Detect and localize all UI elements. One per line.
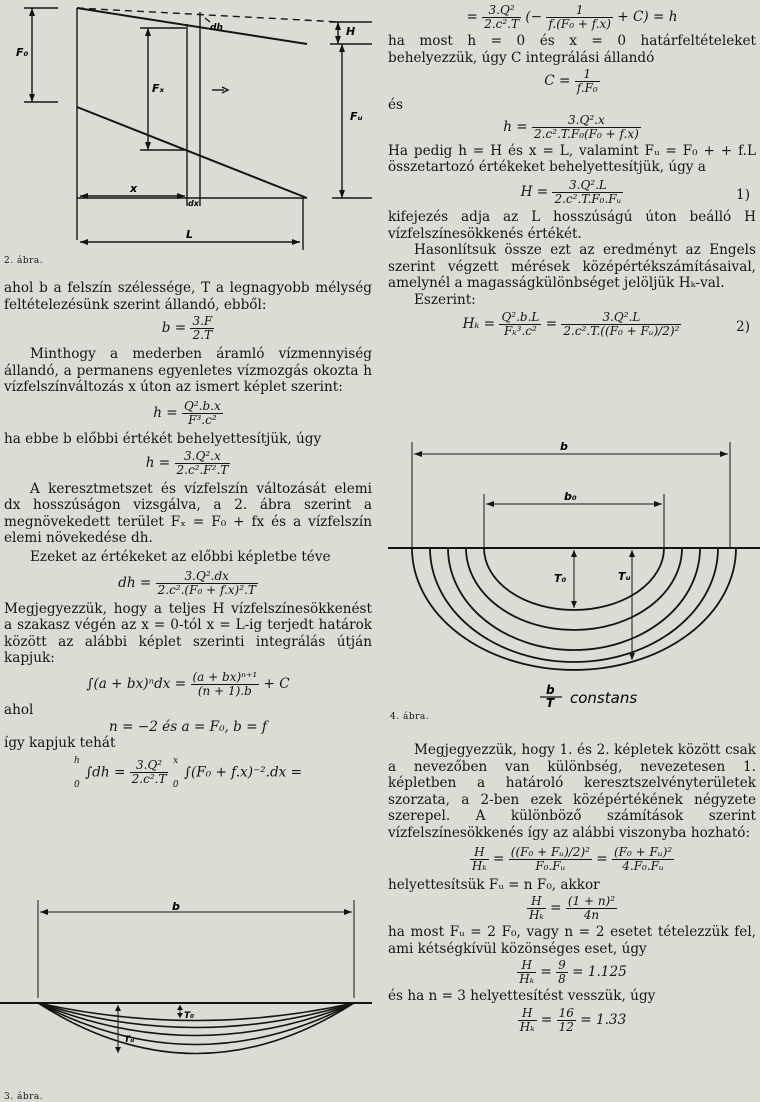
paragraph: ha most Fᵤ = 2 F₀, vagy n = 2 esetet tételezzük fel, ami kétségkívül közönséges eset, úgy: [388, 924, 756, 957]
left-column-text: [4, 280, 372, 794]
equation-substitution: n = −2 és a = F₀, b = f: [109, 718, 267, 735]
paragraph: és: [388, 97, 404, 114]
fig2-label-h: H: [346, 25, 356, 38]
fig4-label-tu: Tᵤ: [618, 570, 631, 583]
fig4-label-b: b: [560, 440, 568, 453]
fig2-label-dx: dx: [188, 199, 199, 208]
fig3-label-t0: T₀: [184, 1011, 195, 1021]
right-column-text-upper: [388, 4, 756, 340]
fig3-label-tu: Tᵤ: [124, 1035, 135, 1045]
fig2-label-f0: F₀: [16, 46, 29, 59]
equation-n2: $\frac{H}{\text{Hₖ}}$ = $\frac{9}{8}$ = 1.125: [519, 958, 627, 987]
fig2-label-x: x: [130, 182, 138, 195]
paragraph: ahol: [4, 701, 34, 718]
fig4-constans-label: constans: [570, 689, 638, 707]
figure-2-caption: 2. ábra.: [4, 256, 44, 266]
paragraph: kifejezés adja az L hosszúságú úton beálló H vízfelszínesökkenés értékét.: [388, 208, 756, 242]
paragraph: Megjegyezzük, hogy 1. és 2. képletek között csak a nevezőben van különbség, nevezetesen 1. képletben a határoló keresztszelvényterületek szorzata, a 2-ben ezek középértékének négyzete szerepel. A különböző számítások szerint vízfelszínesökkenés így az alábbi viszonyba hozható:: [388, 742, 756, 841]
paragraph: ha most h = 0 és x = 0 határfeltételeket behelyezzük, úgy C integrálási állandó: [388, 33, 756, 66]
paragraph: Ha pedig h = H és x = L, valamint Fᵤ = F₀ + + f.L összetartozó értékeket behelyettesítjük, úgy a: [388, 142, 756, 176]
paragraph: Hasonlítsuk össze ezt az eredményt az Engels szerint végzett mérések középértékszámításaival, amelynél a magasságkülönbséget jelöljük Hₖ-val.: [388, 242, 756, 292]
paragraph: ahol b a felszín szélessége, T a legnagyobb mélység feltételezésünk szerint állandó, ebből:: [4, 280, 372, 313]
equation-number: 2): [736, 318, 750, 335]
paragraph: Ezeket az értékeket az előbbi képletbe téve: [30, 548, 331, 565]
fig3-label-b: b: [172, 900, 180, 913]
right-column-text-lower: [388, 742, 756, 1036]
paragraph: Eszerint:: [414, 291, 476, 308]
figure-3-diagram: [0, 890, 372, 1102]
equation-c: C = $\frac{1}{\text{f.F₀}}$: [544, 67, 598, 96]
fig4-ratio-numerator: b: [546, 683, 555, 697]
equation-dh: dh = $\frac{\text{3.Q².dx}}{\text{2.c².(F₀ + f.x)².T}}$: [118, 568, 256, 597]
figure-2-diagram: [0, 0, 372, 262]
figure-4-diagram: [388, 438, 760, 708]
fig4-ratio-denominator: T: [546, 696, 555, 708]
fig4-label-t0: T₀: [554, 572, 567, 585]
paragraph: és ha n = 3 helyettesítést vesszük, úgy: [388, 988, 656, 1005]
paragraph: így kapjuk tehát: [4, 735, 116, 752]
fig2-label-fu: Fᵤ: [350, 110, 363, 123]
figure-4-caption: 4. ábra.: [390, 712, 430, 722]
fig2-label-fx: Fₓ: [152, 82, 165, 95]
equation-b: b = $\frac{3.F}{2.T}$: [161, 314, 213, 343]
equation-integrated: = $\frac{\text{3.Q²}}{\text{2.c².T}}$ (− $\frac{1}{\text{f.(F₀ + f.x)}}$ + C) = h: [466, 3, 678, 31]
equation-integral-rule: ∫(a + bx)ⁿdx = $\frac{\text{(a + bx)ⁿ⁺¹}}{(n + 1).b}$ + C: [86, 669, 290, 698]
paragraph: Minthogy a mederben áramló vízmennyiség állandó, a permanens egyenletes vízmozgás okozta h vízfelszínváltozás x úton az ismert képlet szerint:: [4, 346, 372, 396]
fig2-label-l: L: [186, 228, 194, 241]
equation-number: 1): [736, 186, 750, 203]
paragraph: A keresztmetszet és vízfelszín változását elemi dx hosszúságon vizsgálva, a 2. ábra szerint a megnövekedett terület Fₓ = F₀ + fx és a vízfelszín elemi növekedése dh.: [4, 480, 372, 547]
equation-h1: h = $\frac{\text{Q².b.x}}{\text{F³.c²}}$: [153, 398, 221, 427]
equation-2: Hₖ = $\frac{\text{Q².b.L}}{\text{Fₖ³.c²}}$ = $\frac{\text{3.Q².L}}{\text{2.c².T.((F₀ + Fᵤ)/2)²}}$ 2): [462, 309, 750, 338]
equation-n: $\frac{H}{\text{Hₖ}}$ = $\frac{\text{(1 + n)²}}{4n}$: [528, 894, 616, 923]
fig4-label-b0: b₀: [564, 490, 577, 503]
equation-definite-integral: h 0 ∫dh = $\frac{\text{3.Q²}}{\text{2.c².T}}$ x 0 ∫(F₀ + f.x)⁻².dx =: [73, 755, 303, 790]
equation-1: H = $\frac{\text{3.Q².L}}{\text{2.c².T.F₀.Fᵤ}}$ 1): [520, 177, 750, 206]
equation-h-final: h = $\frac{\text{3.Q².x}}{\text{2.c².T.F₀(F₀ + f.x)}}$: [503, 112, 639, 141]
equation-h2: h = $\frac{\text{3.Q².x}}{\text{2.c².F².T}}$: [145, 448, 229, 477]
equation-ratio: $\frac{H}{\text{Hₖ}}$ = $\frac{\text{((F₀ + Fᵤ)/2)²}}{\text{F₀.Fᵤ}}$ = $\frac{\text{(F₀ + Fᵤ)²}}{\text{4.F₀.Fᵤ}}$: [471, 844, 673, 873]
paragraph: ha ebbe b előbbi értékét behelyettesítjük, úgy: [4, 430, 322, 447]
fig2-label-dh: dh: [210, 23, 223, 33]
paragraph: Megjegyezzük, hogy a teljes H vízfelszínesökkenést a szakasz végén az x = 0-tól x = L-ig terjedt határok között az alábbi képlet szerinti integrálás útján kapjuk:: [4, 600, 372, 667]
figure-3-caption: 3. ábra.: [4, 1092, 44, 1102]
equation-n3: $\frac{H}{\text{Hₖ}}$ = $\frac{16}{12}$ = 1.33: [519, 1005, 627, 1034]
paragraph: helyettesítsük Fᵤ = n F₀, akkor: [388, 876, 600, 893]
